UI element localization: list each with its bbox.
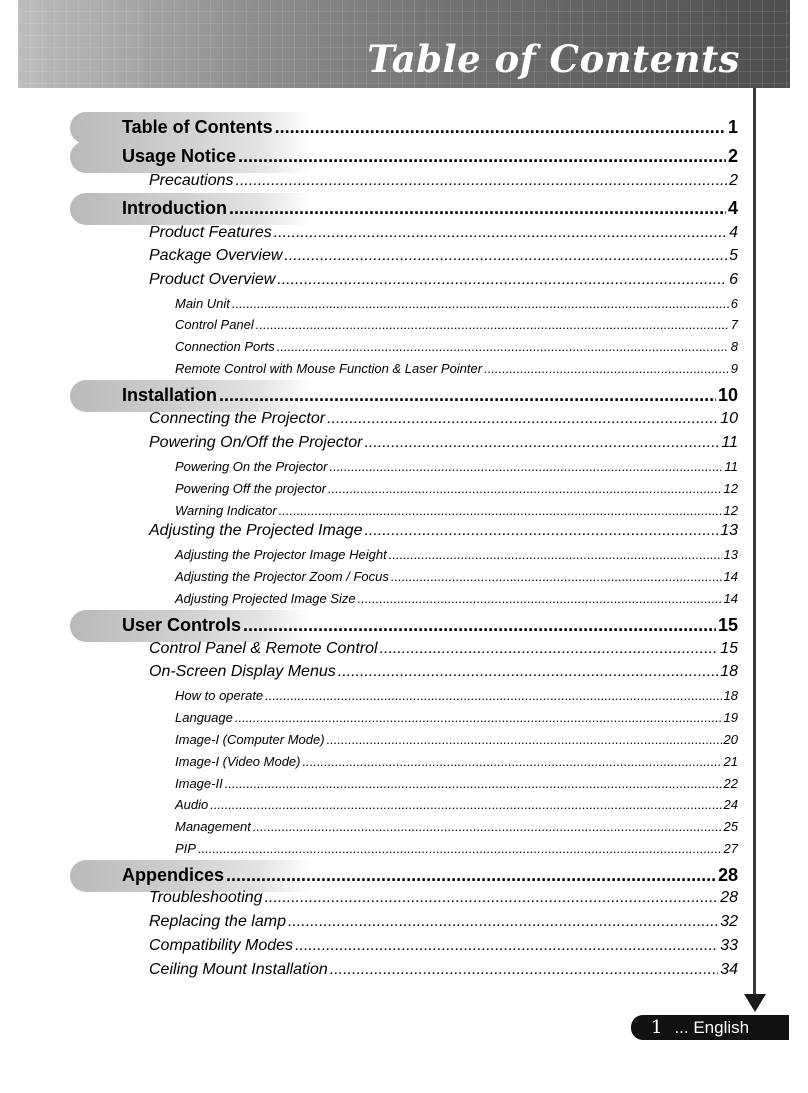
dot-leader	[358, 591, 722, 606]
toc-entry[interactable]	[149, 522, 738, 540]
toc-entry[interactable]	[175, 819, 738, 834]
toc-entry[interactable]	[149, 913, 738, 931]
toc-entry-page: 13	[720, 522, 738, 539]
arrow-down-icon	[744, 994, 766, 1012]
toc-entry-page: 24	[723, 797, 738, 812]
toc-entry[interactable]	[175, 503, 738, 518]
toc-entry-page: 21	[723, 754, 738, 769]
dot-leader	[275, 117, 726, 138]
toc-entry-page: 32	[720, 913, 738, 930]
toc-entry[interactable]	[149, 247, 738, 265]
dot-leader	[364, 522, 718, 540]
toc-entry-page: 34	[720, 961, 738, 978]
toc-entry-title: Remote Control with Mouse Function & Laser Pointer	[175, 361, 483, 376]
toc-entry[interactable]	[122, 146, 738, 167]
dot-leader	[364, 434, 719, 452]
toc-entry-page: 28	[720, 889, 738, 906]
toc-entry-page: 12	[723, 503, 738, 518]
toc-entry-page: 6	[729, 271, 738, 288]
toc-entry-title: Adjusting the Projected Image	[149, 522, 363, 539]
toc-entry[interactable]	[175, 710, 738, 725]
toc-entry-page: 12	[723, 481, 738, 496]
dot-leader	[236, 172, 728, 190]
toc-entry-page: 14	[723, 591, 738, 606]
toc-entry-title: Precautions	[149, 172, 234, 189]
toc-entry-title: Powering Off the projector	[175, 481, 327, 496]
dot-leader	[229, 198, 726, 219]
dot-leader	[198, 841, 722, 856]
dot-leader	[253, 819, 722, 834]
toc-entry[interactable]	[149, 640, 738, 658]
footer-tab	[631, 1015, 789, 1040]
toc-entry-page: 1	[727, 117, 738, 137]
toc-entry-page: 33	[720, 937, 738, 954]
toc-entry-title: Audio	[175, 797, 209, 812]
dot-leader	[277, 339, 729, 354]
dot-leader	[389, 547, 722, 562]
dot-leader	[235, 710, 722, 725]
toc-entry-page: 9	[730, 361, 738, 376]
toc-entry[interactable]	[149, 937, 738, 955]
toc-entry-title: Adjusting Projected Image Size	[175, 591, 356, 606]
dot-leader	[329, 459, 722, 474]
toc-entry-page: 14	[723, 569, 738, 584]
toc-entry[interactable]	[122, 198, 738, 219]
toc-entry[interactable]	[122, 385, 738, 406]
dot-leader	[232, 296, 729, 311]
toc-entry-title: Image-I (Video Mode)	[175, 754, 301, 769]
toc-entry-title: Adjusting the Projector Image Height	[175, 547, 387, 562]
toc-entry-page: 28	[717, 865, 738, 885]
toc-entry-page: 25	[723, 819, 738, 834]
dot-leader	[484, 361, 729, 376]
side-rule	[753, 88, 756, 1000]
dot-leader	[279, 503, 722, 518]
toc-entry-title: Connection Ports	[175, 339, 275, 354]
toc-entry-page: 4	[729, 224, 738, 241]
toc-entry[interactable]	[122, 865, 738, 886]
toc-entry-page: 11	[721, 434, 738, 451]
toc-entry[interactable]	[175, 797, 738, 812]
toc-entry[interactable]	[149, 410, 738, 428]
dot-leader	[327, 410, 718, 428]
toc-entry-title: Management	[175, 819, 251, 834]
toc-entry[interactable]	[175, 688, 738, 703]
toc-entry-page: 7	[730, 317, 738, 332]
toc-entry-title: Powering On the Projector	[175, 459, 328, 474]
toc-entry-title: Powering On/Off the Projector	[149, 434, 363, 451]
toc-entry-page: 19	[723, 710, 738, 725]
toc-entry[interactable]	[149, 172, 738, 190]
toc-entry[interactable]	[122, 615, 738, 636]
toc-entry-page: 8	[730, 339, 738, 354]
dot-leader	[210, 797, 721, 812]
toc-entry-title: Compatibility Modes	[149, 937, 294, 954]
dot-leader	[328, 481, 722, 496]
toc-entry-page: 15	[720, 640, 738, 657]
toc-entry[interactable]	[149, 224, 738, 242]
toc-entry-page: 27	[723, 841, 738, 856]
dot-leader	[265, 688, 721, 703]
toc-entry-page: 2	[729, 172, 738, 189]
toc-entry-title: Product Features	[149, 224, 272, 241]
toc-entry[interactable]	[149, 434, 738, 452]
toc-entry-title: Control Panel	[175, 317, 254, 332]
toc-entry[interactable]	[175, 361, 738, 376]
toc-entry-title: How to operate	[175, 688, 264, 703]
dot-leader	[327, 732, 722, 747]
toc-entry-title: Adjusting the Projector Zoom / Focus	[175, 569, 389, 584]
dot-leader	[243, 615, 716, 636]
toc-entry-title: Product Overview	[149, 271, 276, 288]
toc-entry[interactable]	[175, 296, 738, 311]
toc-entry-page: 18	[720, 663, 738, 680]
toc-entry[interactable]	[175, 569, 738, 584]
dot-leader	[238, 146, 726, 167]
footer-page-number: 1	[651, 1017, 663, 1038]
toc-entry[interactable]	[175, 732, 738, 747]
toc-entry-title: Installation	[122, 385, 218, 405]
toc-entry-page: 20	[723, 732, 738, 747]
dot-leader	[225, 776, 722, 791]
toc-entry-title: Control Panel & Remote Control	[149, 640, 378, 657]
dot-leader	[338, 663, 718, 681]
dot-leader	[274, 224, 727, 242]
toc-entry[interactable]	[149, 961, 738, 979]
toc-entry-page: 15	[717, 615, 738, 635]
toc-entry[interactable]	[175, 547, 738, 562]
toc-entry[interactable]	[175, 459, 738, 474]
dot-leader	[219, 385, 716, 406]
toc-entry-page: 18	[723, 688, 738, 703]
toc-entry-title: On-Screen Display Menus	[149, 663, 336, 680]
toc-entry-title: User Controls	[122, 615, 242, 635]
toc-entry-title: Language	[175, 710, 233, 725]
dot-leader	[277, 271, 727, 289]
toc-entry-title: Table of Contents	[122, 117, 273, 137]
toc-entry[interactable]	[175, 481, 738, 496]
dot-leader	[380, 640, 719, 658]
dot-leader	[226, 865, 716, 886]
page-title: Table of Contents	[367, 37, 740, 81]
toc-entry[interactable]	[175, 339, 738, 354]
toc-entry-title: Usage Notice	[122, 146, 237, 166]
toc-entry-title: Connecting the Projector	[149, 410, 326, 427]
toc-entry-page: 13	[723, 547, 738, 562]
toc-entry-title: Image-I (Computer Mode)	[175, 732, 325, 747]
toc-entry-page: 10	[720, 410, 738, 427]
toc-entry-page: 6	[730, 296, 738, 311]
dot-leader	[265, 889, 719, 907]
dot-leader	[303, 754, 722, 769]
toc-entry-page: 10	[717, 385, 738, 405]
toc-entry-page: 11	[724, 459, 738, 474]
toc-entry-page: 4	[727, 198, 738, 218]
toc-entry[interactable]	[175, 317, 738, 332]
toc-entry-title: Package Overview	[149, 247, 283, 264]
toc-entry[interactable]	[149, 889, 738, 907]
toc-entry-title: Replacing the lamp	[149, 913, 286, 930]
toc-entry[interactable]	[175, 776, 738, 791]
toc-entry[interactable]	[175, 841, 738, 856]
toc-entry[interactable]	[149, 663, 738, 681]
toc-entry-title: Warning Indicator	[175, 503, 277, 518]
toc-entry-title: Appendices	[122, 865, 225, 885]
dot-leader	[284, 247, 727, 265]
toc-entry-page: 22	[723, 776, 738, 791]
toc-entry-title: Troubleshooting	[149, 889, 263, 906]
toc-entry-page: 2	[727, 146, 738, 166]
dot-leader	[391, 569, 722, 584]
toc-entry-title: Image-II	[175, 776, 223, 791]
toc-entry[interactable]	[149, 271, 738, 289]
toc-entry-title: Main Unit	[175, 296, 230, 311]
toc-entry[interactable]	[175, 754, 738, 769]
toc-entry[interactable]	[122, 117, 738, 138]
dot-leader	[288, 913, 718, 931]
dot-leader	[256, 317, 729, 332]
toc-entry[interactable]	[175, 591, 738, 606]
dot-leader	[330, 961, 718, 979]
footer-language: ... English	[674, 1017, 750, 1037]
toc-entry-page: 5	[729, 247, 738, 264]
toc-entry-title: Ceiling Mount Installation	[149, 961, 328, 978]
toc-entry-title: PIP	[175, 841, 196, 856]
dot-leader	[295, 937, 718, 955]
toc-entry-title: Introduction	[122, 198, 227, 218]
